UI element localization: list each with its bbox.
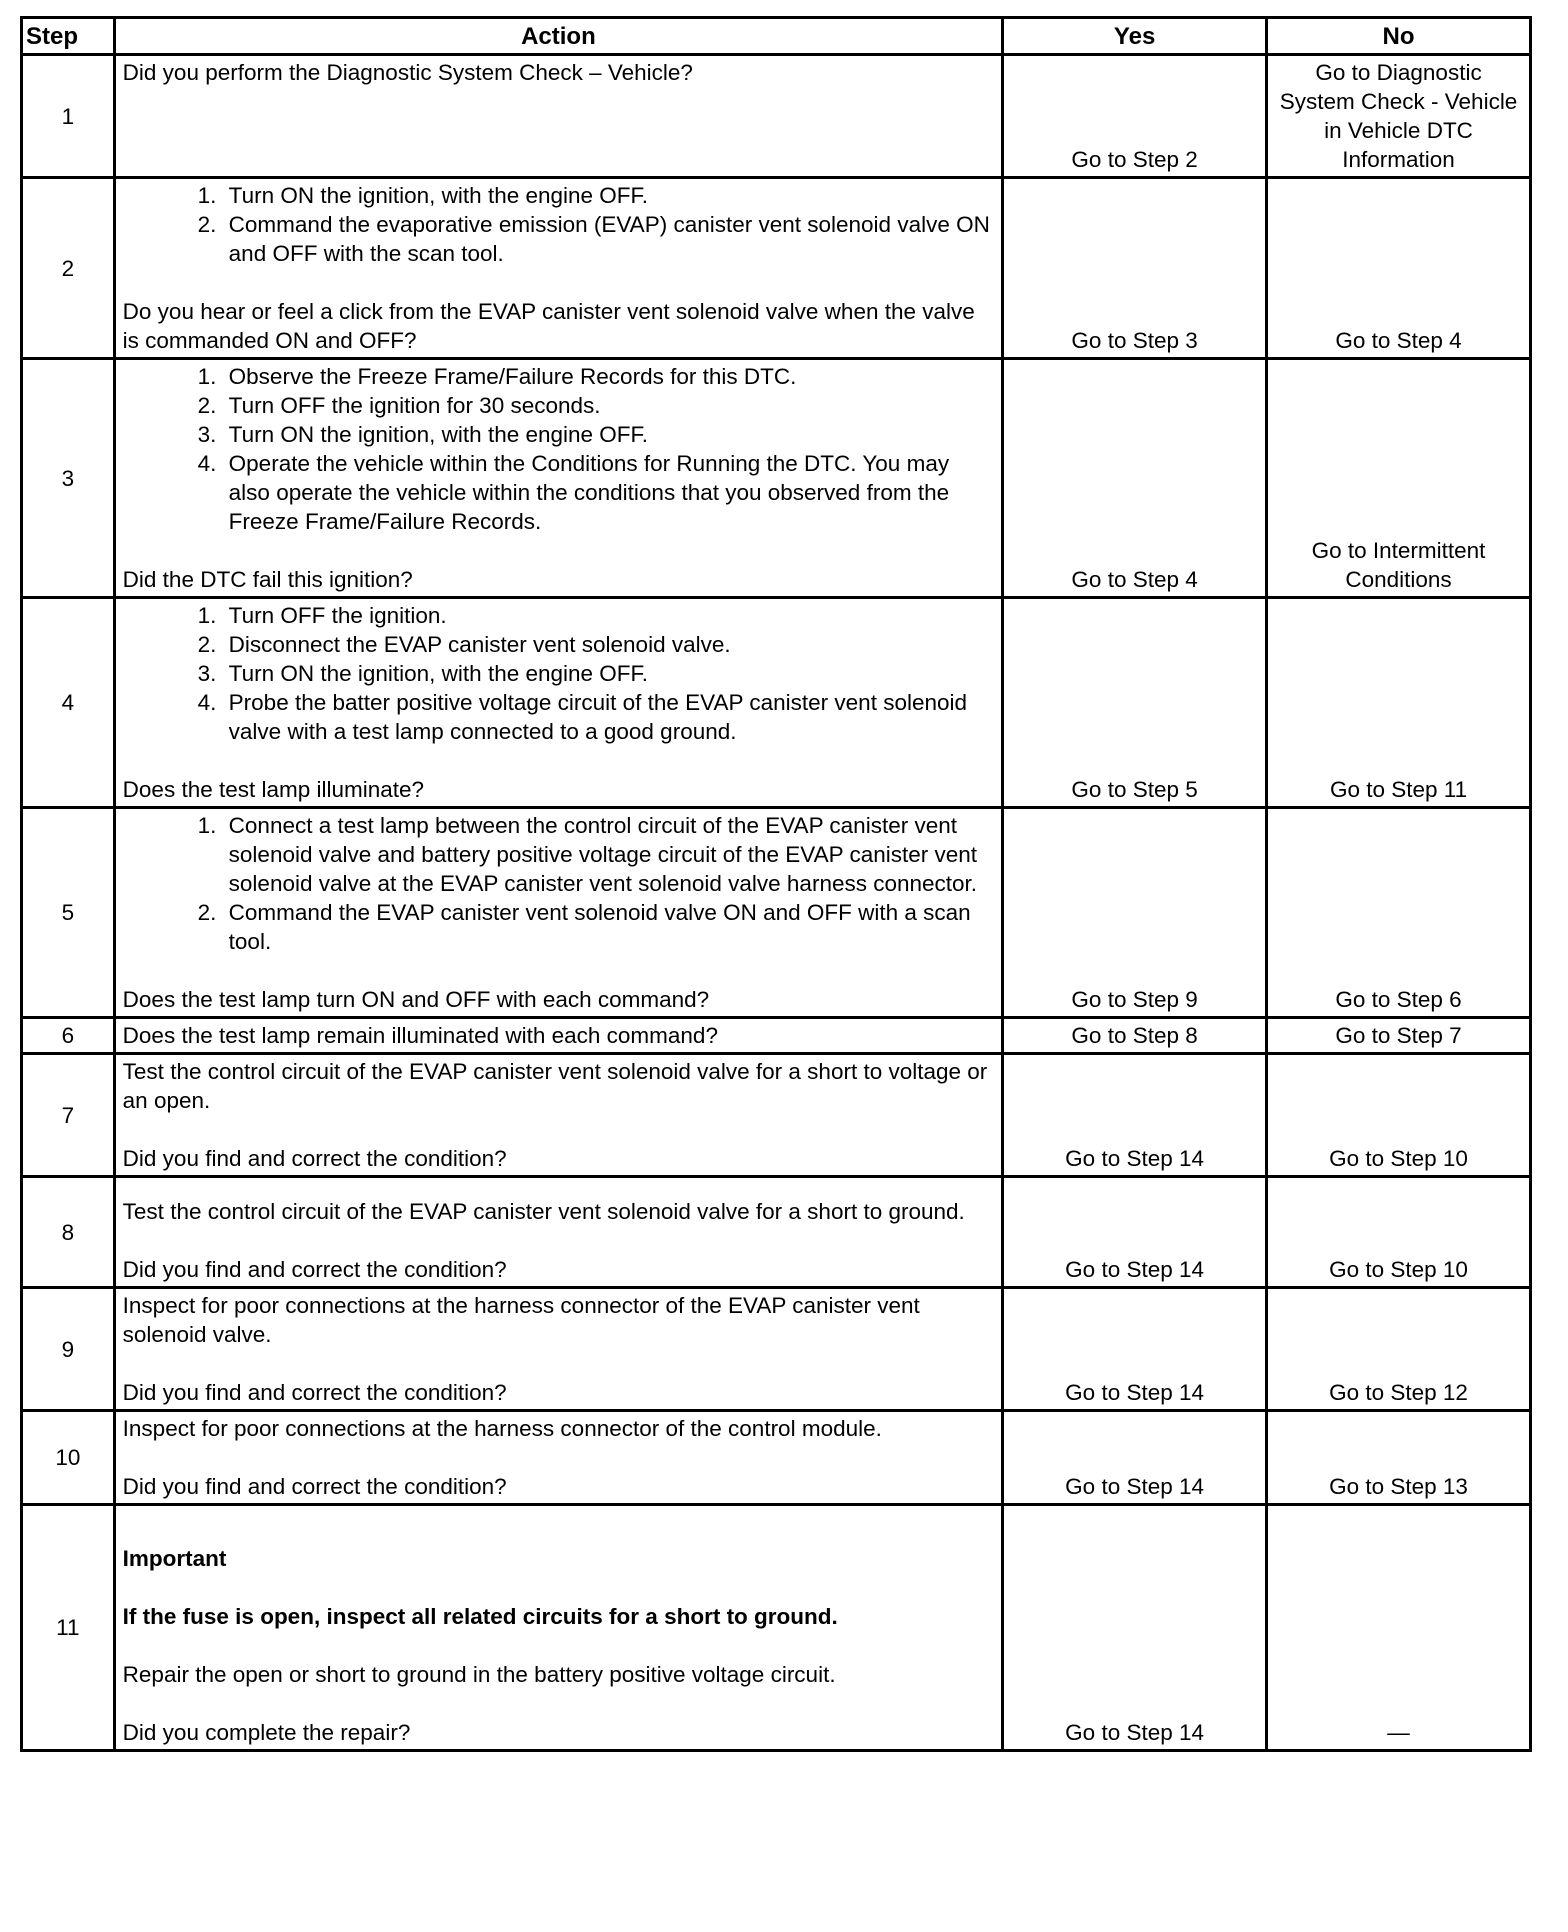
no-cell: Go to Diagnostic System Check - Vehicle in Vehicle DTC Information [1267, 55, 1531, 178]
action-text: Test the control circuit of the EVAP canister vent solenoid valve for a short to ground. [122, 1199, 965, 1224]
action-text: Inspect for poor connections at the harness connector of the EVAP canister vent solenoid valve. [122, 1293, 920, 1347]
no-cell: Go to Intermittent Conditions [1267, 359, 1531, 598]
no-cell: Go to Step 7 [1267, 1018, 1531, 1054]
action-steps [123, 181, 994, 268]
step-number: 10 [22, 1411, 115, 1505]
action-step: 1. Observe the Freeze Frame/Failure Records for this DTC. [223, 362, 994, 391]
action-step: 2. Command the evaporative emission (EVAP) canister vent solenoid valve ON and OFF with the scan tool. [223, 210, 994, 268]
no-cell: — [1267, 1505, 1531, 1751]
table-row [22, 1054, 1531, 1177]
table-row [22, 178, 1531, 359]
table-row [22, 1505, 1531, 1751]
header-step: Step [22, 18, 115, 55]
step-number: 3 [22, 359, 115, 598]
action-cell [114, 1505, 1002, 1751]
action-steps [123, 601, 994, 746]
yes-cell: Go to Step 8 [1003, 1018, 1267, 1054]
action-question: Did you find and correct the condition? [122, 1146, 507, 1171]
action-question: Did you find and correct the condition? [122, 1380, 507, 1405]
yes-cell: Go to Step 14 [1003, 1054, 1267, 1177]
no-cell: Go to Step 10 [1267, 1177, 1531, 1288]
header-no: No [1267, 18, 1531, 55]
action-step: 1. Turn ON the ignition, with the engine OFF. [223, 181, 994, 210]
yes-cell: Go to Step 3 [1003, 178, 1267, 359]
table-row [22, 1288, 1531, 1411]
action-cell [114, 598, 1002, 808]
step-number: 8 [22, 1177, 115, 1288]
table-row [22, 808, 1531, 1018]
action-step: 4. Probe the batter positive voltage circuit of the EVAP canister vent solenoid valve with a test lamp connected to a good ground. [223, 688, 994, 746]
action-cell [114, 1288, 1002, 1411]
yes-cell: Go to Step 2 [1003, 55, 1267, 178]
action-text: Did you perform the Diagnostic System Check – Vehicle? [122, 60, 693, 85]
step-number: 11 [22, 1505, 115, 1751]
header-row [22, 18, 1531, 55]
yes-cell: Go to Step 14 [1003, 1288, 1267, 1411]
action-question: Did you complete the repair? [122, 1720, 411, 1745]
no-cell: Go to Step 12 [1267, 1288, 1531, 1411]
action-steps [123, 362, 994, 536]
no-cell: Go to Step 13 [1267, 1411, 1531, 1505]
step-number: 9 [22, 1288, 115, 1411]
action-question: Did the DTC fail this ignition? [122, 567, 413, 592]
action-question: Did you find and correct the condition? [122, 1257, 507, 1282]
action-cell [114, 1054, 1002, 1177]
action-text: Inspect for poor connections at the harness connector of the control module. [122, 1416, 882, 1441]
action-cell [114, 1018, 1002, 1054]
action-cell [114, 808, 1002, 1018]
table-row [22, 1018, 1531, 1054]
no-cell: Go to Step 11 [1267, 598, 1531, 808]
step-number: 7 [22, 1054, 115, 1177]
table-row [22, 1411, 1531, 1505]
yes-cell: Go to Step 14 [1003, 1177, 1267, 1288]
action-step: 2. Command the EVAP canister vent solenoid valve ON and OFF with a scan tool. [223, 898, 994, 956]
important-label: Important [122, 1546, 227, 1571]
important-note: If the fuse is open, inspect all related circuits for a short to ground. [122, 1604, 838, 1629]
table-row [22, 598, 1531, 808]
action-step: 2. Disconnect the EVAP canister vent solenoid valve. [223, 630, 994, 659]
action-step: 4. Operate the vehicle within the Conditions for Running the DTC. You may also operate the vehicle within the conditions that you observed from the Freeze Frame/Failure Records. [223, 449, 994, 536]
action-question: Does the test lamp turn ON and OFF with each command? [122, 987, 710, 1012]
yes-cell: Go to Step 4 [1003, 359, 1267, 598]
yes-cell: Go to Step 5 [1003, 598, 1267, 808]
yes-cell: Go to Step 9 [1003, 808, 1267, 1018]
action-steps [123, 811, 994, 956]
action-step: 3. Turn ON the ignition, with the engine OFF. [223, 420, 994, 449]
step-number: 5 [22, 808, 115, 1018]
header-yes: Yes [1003, 18, 1267, 55]
action-step: 1. Connect a test lamp between the control circuit of the EVAP canister vent solenoid valve and battery positive voltage circuit of the EVAP canister vent solenoid valve at the EVAP canister vent solenoid valve harness connector. [223, 811, 994, 898]
action-cell [114, 359, 1002, 598]
yes-cell: Go to Step 14 [1003, 1411, 1267, 1505]
action-step: 1. Turn OFF the ignition. [223, 601, 994, 630]
action-question: Did you find and correct the condition? [122, 1474, 507, 1499]
table-row [22, 55, 1531, 178]
no-cell: Go to Step 4 [1267, 178, 1531, 359]
step-number: 4 [22, 598, 115, 808]
no-cell: Go to Step 10 [1267, 1054, 1531, 1177]
step-number: 1 [22, 55, 115, 178]
action-cell [114, 1411, 1002, 1505]
yes-cell: Go to Step 14 [1003, 1505, 1267, 1751]
action-question: Does the test lamp remain illuminated with each command? [122, 1023, 718, 1048]
table-row [22, 1177, 1531, 1288]
action-cell [114, 55, 1002, 178]
action-step: 3. Turn ON the ignition, with the engine OFF. [223, 659, 994, 688]
step-number: 2 [22, 178, 115, 359]
action-question: Do you hear or feel a click from the EVAP canister vent solenoid valve when the valve is commanded ON and OFF? [122, 299, 975, 353]
step-number: 6 [22, 1018, 115, 1054]
action-text: Test the control circuit of the EVAP canister vent solenoid valve for a short to voltage or an open. [122, 1059, 988, 1113]
action-question: Does the test lamp illuminate? [122, 777, 425, 802]
no-cell: Go to Step 6 [1267, 808, 1531, 1018]
action-step: 2. Turn OFF the ignition for 30 seconds. [223, 391, 994, 420]
action-text: Repair the open or short to ground in the battery positive voltage circuit. [122, 1662, 836, 1687]
table-row [22, 359, 1531, 598]
action-cell [114, 1177, 1002, 1288]
diagnostic-table [20, 16, 1532, 1752]
header-action: Action [114, 18, 1002, 55]
action-cell [114, 178, 1002, 359]
